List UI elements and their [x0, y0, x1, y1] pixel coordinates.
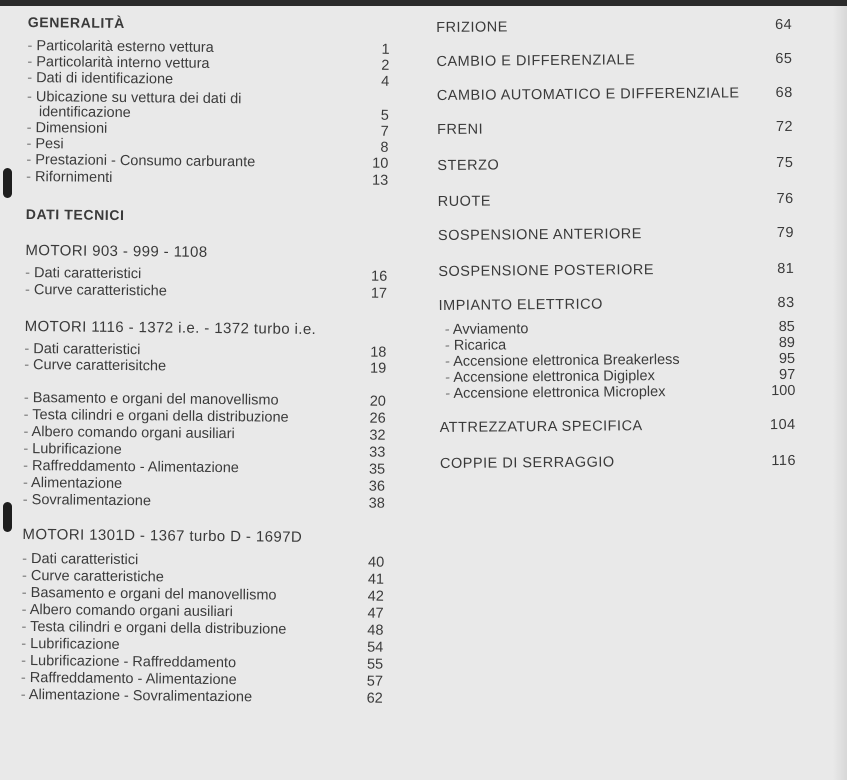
toc-row — [23, 492, 385, 512]
toc-row-label: - Testa cilindri e organi della distribuzione — [21, 619, 286, 638]
toc-row-page: 7 — [380, 123, 389, 140]
toc-row — [27, 89, 389, 108]
toc-section-page: 65 — [775, 50, 793, 68]
binder-hole — [3, 168, 12, 198]
toc-section-page: 76 — [776, 190, 794, 208]
toc-row-page: 40 — [367, 554, 385, 571]
toc-row-label: - Prestazioni - Consumo carburante — [26, 152, 255, 170]
toc-row-label: - Rifornimenti — [26, 169, 112, 186]
toc-row-label: - Raffreddamento - Alimentazione — [23, 458, 239, 476]
section-title-generalita: GENERALITÀ — [27, 13, 125, 32]
toc-section-label: COPPIE DI SERRAGGIO — [439, 454, 615, 472]
section-title-dati-tecnici: DATI TECNICI — [25, 205, 125, 224]
binder-hole — [3, 502, 12, 532]
section-title-motori-1116: MOTORI 1116 - 1372 i.e. - 1372 turbo i.e. — [24, 317, 317, 339]
toc-left-column — [22, 6, 390, 707]
toc-row-label: - Particolarità esterno vettura — [27, 38, 213, 56]
toc-row — [22, 568, 385, 588]
toc-row-page: 32 — [369, 427, 386, 444]
toc-row-label: - Basamento e organi del manovellismo — [22, 585, 277, 604]
toc-section-label: STERZO — [437, 157, 500, 174]
toc-row-page: 100 — [771, 382, 796, 400]
toc-row-label: - Lubrificazione — [21, 636, 120, 653]
toc-row-page: 62 — [366, 690, 383, 707]
toc-row-label: - Curve caratteristiche — [22, 568, 164, 585]
toc-row-label: - Pesi — [26, 136, 63, 152]
toc-row-page: 36 — [368, 478, 386, 495]
toc-row-page: 35 — [368, 461, 386, 478]
toc-row-page: 8 — [380, 139, 389, 156]
toc-section-label: IMPIANTO ELETTRICO — [438, 296, 603, 314]
toc-row-label: - Alimentazione — [23, 475, 122, 492]
toc-row-page: 85 — [778, 318, 795, 336]
toc-section-label: SOSPENSIONE POSTERIORE — [438, 262, 655, 280]
toc-row-label: - Lubrificazione — [23, 441, 122, 458]
document-page — [0, 6, 847, 780]
toc-section-label: ATTREZZATURA SPECIFICA — [439, 418, 643, 436]
toc-row — [25, 282, 388, 302]
toc-section-label: FRIZIONE — [436, 19, 508, 36]
toc-section-page: 75 — [776, 154, 794, 172]
toc-row — [24, 357, 387, 377]
toc-row — [27, 120, 389, 140]
toc-row-page: 47 — [367, 605, 384, 622]
toc-row-page: 38 — [368, 495, 385, 512]
toc-section — [439, 416, 796, 436]
toc-row-label: - Accensione elettronica Breakerless — [445, 352, 680, 370]
toc-row-page: 19 — [369, 360, 387, 377]
toc-row-label: - Dati caratteristici — [24, 341, 140, 358]
toc-row-page: 10 — [372, 155, 389, 172]
toc-row-label: - Dati caratteristici — [22, 551, 138, 568]
toc-row-page: 54 — [367, 639, 384, 656]
toc-section-page: 83 — [777, 294, 795, 312]
toc-row-label: - Curve caratteristiche — [25, 282, 167, 299]
toc-row-label: - Ubicazione su vettura dei dati di — [27, 89, 242, 107]
toc-row-page: 57 — [366, 673, 384, 690]
toc-row — [22, 551, 385, 571]
toc-row-page: 48 — [367, 622, 384, 639]
toc-row-label: - Dimensioni — [27, 120, 108, 137]
toc-row-page: 89 — [778, 334, 796, 352]
toc-row — [24, 390, 386, 410]
toc-section-page: 79 — [776, 224, 795, 242]
toc-row-label: - Albero comando organi ausiliari — [23, 424, 234, 442]
toc-section — [436, 16, 793, 36]
toc-row-label: - Particolarità interno vettura — [27, 54, 209, 72]
toc-row — [24, 341, 387, 361]
toc-row-page: 4 — [381, 73, 390, 90]
toc-section — [437, 154, 794, 174]
toc-row-label: - Curve caratterisitche — [24, 357, 166, 374]
toc-row — [23, 458, 386, 478]
toc-row-page: 26 — [369, 410, 386, 427]
toc-section-label: RUOTE — [437, 193, 492, 210]
toc-row-page: 33 — [369, 444, 386, 461]
toc-section — [437, 118, 794, 138]
toc-row-label: - Accensione elettronica Digiplex — [445, 368, 655, 386]
toc-row-label: - Avviamento — [445, 321, 529, 338]
toc-row-label: - Basamento e organi del manovellismo — [24, 390, 279, 409]
toc-row — [26, 152, 389, 172]
toc-row-page: 5 — [380, 107, 389, 124]
toc-row-label: - Albero comando organi ausiliari — [22, 602, 233, 620]
toc-section-page: 81 — [777, 260, 795, 278]
toc-row-page: 41 — [367, 571, 385, 588]
toc-row-label: - Alimentazione - Sovralimentazione — [21, 687, 252, 705]
toc-row-page: 97 — [779, 366, 796, 384]
toc-row-page: 18 — [370, 344, 387, 361]
toc-row — [28, 38, 390, 58]
toc-section — [438, 294, 795, 314]
toc-row-page: 13 — [371, 172, 389, 189]
toc-row-label: - Ricarica — [445, 337, 506, 354]
toc-row-label: - Testa cilindri e organi della distribuzione — [24, 407, 289, 426]
toc-row-label: - Accensione elettronica Microplex — [445, 384, 665, 402]
toc-section-label: SOSPENSIONE ANTERIORE — [437, 226, 642, 244]
toc-row — [22, 585, 384, 605]
toc-section — [439, 452, 797, 472]
toc-section — [436, 84, 793, 104]
toc-row-page: 42 — [367, 588, 384, 605]
toc-row-label: - Raffreddamento - Alimentazione — [21, 670, 237, 688]
toc-row-label: identificazione — [38, 104, 131, 122]
toc-row-label: - Dati di identificazione — [27, 70, 173, 88]
toc-section-page: 68 — [775, 84, 793, 102]
toc-section — [437, 190, 794, 210]
toc-section — [438, 260, 795, 280]
toc-row — [439, 318, 795, 338]
toc-section-page: 104 — [769, 416, 796, 434]
toc-row-page: 20 — [369, 393, 386, 410]
toc-row-label: - Dati caratteristici — [25, 265, 141, 282]
toc-row-page: 17 — [370, 285, 388, 302]
toc-row — [25, 265, 388, 285]
toc-section-label: CAMBIO E DIFFERENZIALE — [436, 52, 636, 70]
toc-section-page: 64 — [774, 16, 793, 34]
toc-row — [21, 653, 384, 673]
toc-section-page: 72 — [775, 118, 794, 136]
toc-section-label: CAMBIO AUTOMATICO E DIFFERENZIALE — [436, 85, 740, 104]
toc-row-label: - Sovralimentazione — [23, 492, 151, 509]
toc-section-label: FRENI — [437, 121, 484, 138]
toc-row-label: - Lubrificazione - Raffreddamento — [21, 653, 236, 671]
toc-row-page: 55 — [366, 656, 384, 673]
toc-row-page: 95 — [778, 350, 796, 368]
toc-row-page: 16 — [370, 268, 388, 285]
toc-section-page: 116 — [771, 452, 797, 470]
section-title-motori-1301: MOTORI 1301D - 1367 turbo D - 1697D — [22, 525, 303, 546]
toc-section — [436, 50, 793, 70]
section-title-motori-903: MOTORI 903 - 999 - 1108 — [25, 241, 208, 261]
toc-row-page: 2 — [381, 57, 390, 74]
toc-section — [437, 224, 795, 244]
toc-row-page: 1 — [381, 41, 390, 58]
